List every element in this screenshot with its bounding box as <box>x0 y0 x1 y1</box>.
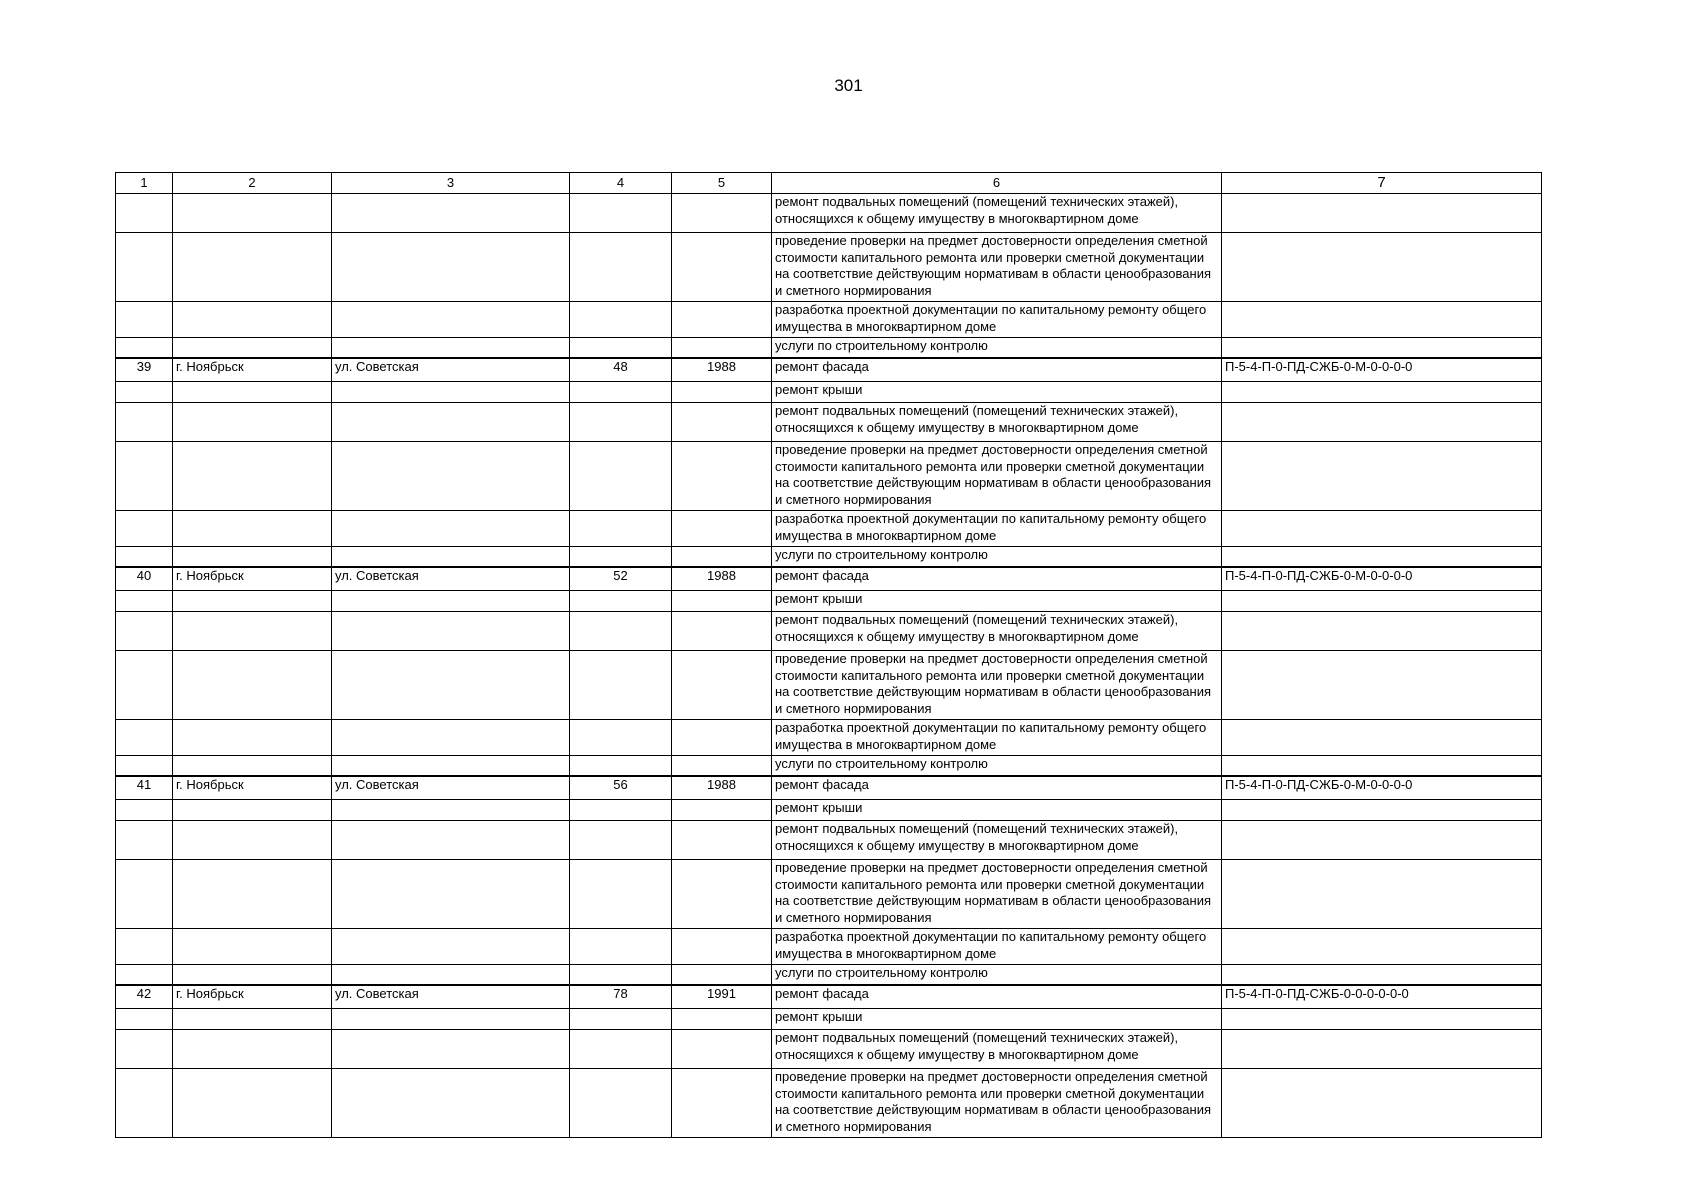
column-header: 2 <box>173 173 332 194</box>
column-header: 3 <box>332 173 570 194</box>
cell-col-3 <box>332 965 570 986</box>
cell-col-1 <box>116 302 173 338</box>
cell-col-2 <box>173 651 332 720</box>
cell-col-2 <box>173 302 332 338</box>
column-header: 5 <box>672 173 772 194</box>
cell-col-5 <box>672 756 772 777</box>
cell-col-1 <box>116 965 173 986</box>
cell-col-5 <box>672 860 772 929</box>
table-row <box>116 1009 1542 1030</box>
cell-col-3: ул. Советская <box>332 567 570 591</box>
cell-col-2 <box>173 1030 332 1069</box>
cell-col-3 <box>332 1030 570 1069</box>
cell-col-7 <box>1222 651 1542 720</box>
cell-col-3 <box>332 800 570 821</box>
cell-col-2: г. Ноябрьск <box>173 358 332 382</box>
cell-col-2 <box>173 720 332 756</box>
cell-col-2: г. Ноябрьск <box>173 985 332 1009</box>
table-row <box>116 985 1542 1009</box>
cell-col-6: проведение проверки на предмет достоверности определения сметной стоимости капитального ремонта или проверки сметной документации на соответствие действующим нормативам в области ценообразования и сметного нормирования <box>772 651 1222 720</box>
cell-col-6: ремонт подвальных помещений (помещений технических этажей), относящихся к общему имуществу в многоквартирном доме <box>772 612 1222 651</box>
cell-col-3: ул. Советская <box>332 985 570 1009</box>
cell-col-4 <box>570 929 672 965</box>
cell-col-3: ул. Советская <box>332 358 570 382</box>
table-row <box>116 567 1542 591</box>
cell-col-4 <box>570 511 672 547</box>
cell-col-1: 41 <box>116 776 173 800</box>
cell-col-3 <box>332 1009 570 1030</box>
cell-col-5 <box>672 821 772 860</box>
cell-col-6: проведение проверки на предмет достоверности определения сметной стоимости капитального ремонта или проверки сметной документации на соответствие действующим нормативам в области ценообразования и сметного нормирования <box>772 860 1222 929</box>
cell-col-4 <box>570 1069 672 1138</box>
table-row <box>116 1069 1542 1138</box>
cell-col-5 <box>672 194 772 233</box>
table-row <box>116 547 1542 568</box>
cell-col-5 <box>672 591 772 612</box>
cell-col-2 <box>173 442 332 511</box>
cell-col-2 <box>173 965 332 986</box>
column-header: 7 <box>1222 173 1542 194</box>
cell-col-3 <box>332 194 570 233</box>
cell-col-5 <box>672 511 772 547</box>
cell-col-7 <box>1222 591 1542 612</box>
table-row <box>116 860 1542 929</box>
cell-col-5 <box>672 442 772 511</box>
cell-col-6: ремонт фасада <box>772 567 1222 591</box>
cell-col-3 <box>332 338 570 359</box>
cell-col-6: услуги по строительному контролю <box>772 965 1222 986</box>
cell-col-1: 42 <box>116 985 173 1009</box>
cell-col-7 <box>1222 821 1542 860</box>
cell-col-6: ремонт фасада <box>772 776 1222 800</box>
cell-col-4 <box>570 720 672 756</box>
cell-col-6: ремонт подвальных помещений (помещений технических этажей), относящихся к общему имуществу в многоквартирном доме <box>772 403 1222 442</box>
cell-col-2 <box>173 860 332 929</box>
cell-col-4 <box>570 382 672 403</box>
cell-col-2 <box>173 403 332 442</box>
cell-col-5 <box>672 338 772 359</box>
cell-col-4 <box>570 860 672 929</box>
cell-col-4 <box>570 651 672 720</box>
cell-col-6: ремонт крыши <box>772 382 1222 403</box>
table-row <box>116 382 1542 403</box>
cell-col-7 <box>1222 1030 1542 1069</box>
cell-col-4 <box>570 194 672 233</box>
cell-col-1 <box>116 1069 173 1138</box>
cell-col-7 <box>1222 302 1542 338</box>
cell-col-7 <box>1222 1069 1542 1138</box>
cell-col-2 <box>173 821 332 860</box>
page-number: 301 <box>834 76 863 95</box>
cell-col-4 <box>570 1030 672 1069</box>
repair-table <box>115 172 1542 1138</box>
cell-col-6: разработка проектной документации по капитальному ремонту общего имущества в многоквартирном доме <box>772 929 1222 965</box>
cell-col-4 <box>570 302 672 338</box>
cell-col-7 <box>1222 929 1542 965</box>
cell-col-7: П-5-4-П-0-ПД-СЖБ-0-М-0-0-0-0 <box>1222 358 1542 382</box>
cell-col-7 <box>1222 612 1542 651</box>
table-row <box>116 821 1542 860</box>
cell-col-7 <box>1222 233 1542 302</box>
cell-col-3 <box>332 860 570 929</box>
cell-col-1 <box>116 800 173 821</box>
table-row <box>116 720 1542 756</box>
cell-col-6: услуги по строительному контролю <box>772 338 1222 359</box>
cell-col-6: ремонт подвальных помещений (помещений технических этажей), относящихся к общему имуществу в многоквартирном доме <box>772 821 1222 860</box>
cell-col-3 <box>332 382 570 403</box>
cell-col-1 <box>116 860 173 929</box>
cell-col-2 <box>173 756 332 777</box>
table-row <box>116 965 1542 986</box>
cell-col-3 <box>332 547 570 568</box>
cell-col-2 <box>173 547 332 568</box>
cell-col-1 <box>116 929 173 965</box>
cell-col-5 <box>672 233 772 302</box>
cell-col-1 <box>116 382 173 403</box>
cell-col-2: г. Ноябрьск <box>173 567 332 591</box>
cell-col-7 <box>1222 720 1542 756</box>
cell-col-4: 56 <box>570 776 672 800</box>
cell-col-6: ремонт крыши <box>772 800 1222 821</box>
cell-col-6: услуги по строительному контролю <box>772 547 1222 568</box>
cell-col-2 <box>173 511 332 547</box>
table-row <box>116 1030 1542 1069</box>
cell-col-4 <box>570 612 672 651</box>
cell-col-4 <box>570 547 672 568</box>
column-header: 6 <box>772 173 1222 194</box>
cell-col-4 <box>570 403 672 442</box>
cell-col-5: 1991 <box>672 985 772 1009</box>
cell-col-3 <box>332 821 570 860</box>
cell-col-4: 78 <box>570 985 672 1009</box>
cell-col-1 <box>116 591 173 612</box>
cell-col-1 <box>116 338 173 359</box>
cell-col-7 <box>1222 965 1542 986</box>
cell-col-2 <box>173 800 332 821</box>
cell-col-5: 1988 <box>672 567 772 591</box>
cell-col-1 <box>116 1009 173 1030</box>
table-row <box>116 929 1542 965</box>
cell-col-4: 48 <box>570 358 672 382</box>
cell-col-2 <box>173 233 332 302</box>
cell-col-6: ремонт подвальных помещений (помещений технических этажей), относящихся к общему имуществу в многоквартирном доме <box>772 194 1222 233</box>
cell-col-7 <box>1222 547 1542 568</box>
cell-col-1 <box>116 442 173 511</box>
cell-col-3 <box>332 302 570 338</box>
cell-col-1: 39 <box>116 358 173 382</box>
column-header: 1 <box>116 173 173 194</box>
cell-col-1 <box>116 1030 173 1069</box>
cell-col-4 <box>570 756 672 777</box>
cell-col-5: 1988 <box>672 776 772 800</box>
cell-col-2 <box>173 591 332 612</box>
cell-col-5: 1988 <box>672 358 772 382</box>
cell-col-6: разработка проектной документации по капитальному ремонту общего имущества в многоквартирном доме <box>772 511 1222 547</box>
cell-col-7 <box>1222 800 1542 821</box>
table-row <box>116 358 1542 382</box>
cell-col-7 <box>1222 194 1542 233</box>
cell-col-1 <box>116 194 173 233</box>
header-row <box>116 173 1542 194</box>
cell-col-7 <box>1222 860 1542 929</box>
table-row <box>116 800 1542 821</box>
cell-col-7 <box>1222 511 1542 547</box>
cell-col-2 <box>173 612 332 651</box>
cell-col-7 <box>1222 403 1542 442</box>
cell-col-2 <box>173 929 332 965</box>
cell-col-3 <box>332 756 570 777</box>
cell-col-4 <box>570 442 672 511</box>
cell-col-7: П-5-4-П-0-ПД-СЖБ-0-М-0-0-0-0 <box>1222 776 1542 800</box>
table-row <box>116 302 1542 338</box>
cell-col-6: ремонт крыши <box>772 591 1222 612</box>
cell-col-3 <box>332 511 570 547</box>
cell-col-1 <box>116 720 173 756</box>
cell-col-4 <box>570 800 672 821</box>
cell-col-5 <box>672 965 772 986</box>
cell-col-2 <box>173 382 332 403</box>
cell-col-6: ремонт фасада <box>772 985 1222 1009</box>
cell-col-5 <box>672 929 772 965</box>
cell-col-5 <box>672 651 772 720</box>
cell-col-5 <box>672 382 772 403</box>
cell-col-4 <box>570 338 672 359</box>
table-row <box>116 612 1542 651</box>
cell-col-2 <box>173 194 332 233</box>
cell-col-3 <box>332 929 570 965</box>
cell-col-3: ул. Советская <box>332 776 570 800</box>
cell-col-1 <box>116 651 173 720</box>
table-row <box>116 511 1542 547</box>
cell-col-4 <box>570 233 672 302</box>
cell-col-6: ремонт крыши <box>772 1009 1222 1030</box>
table-row <box>116 442 1542 511</box>
cell-col-2 <box>173 338 332 359</box>
cell-col-4: 52 <box>570 567 672 591</box>
cell-col-1 <box>116 821 173 860</box>
table-row <box>116 233 1542 302</box>
column-header: 4 <box>570 173 672 194</box>
cell-col-3 <box>332 442 570 511</box>
cell-col-3 <box>332 1069 570 1138</box>
cell-col-7: П-5-4-П-0-ПД-СЖБ-0-М-0-0-0-0 <box>1222 567 1542 591</box>
cell-col-1: 40 <box>116 567 173 591</box>
cell-col-2 <box>173 1009 332 1030</box>
cell-col-5 <box>672 1009 772 1030</box>
table-row <box>116 194 1542 233</box>
cell-col-2: г. Ноябрьск <box>173 776 332 800</box>
cell-col-7: П-5-4-П-0-ПД-СЖБ-0-0-0-0-0-0 <box>1222 985 1542 1009</box>
cell-col-1 <box>116 233 173 302</box>
cell-col-1 <box>116 403 173 442</box>
cell-col-3 <box>332 403 570 442</box>
table-row <box>116 338 1542 359</box>
cell-col-3 <box>332 233 570 302</box>
cell-col-6: разработка проектной документации по капитальному ремонту общего имущества в многоквартирном доме <box>772 302 1222 338</box>
cell-col-5 <box>672 547 772 568</box>
table-row <box>116 651 1542 720</box>
cell-col-6: ремонт фасада <box>772 358 1222 382</box>
cell-col-7 <box>1222 338 1542 359</box>
cell-col-4 <box>570 1009 672 1030</box>
cell-col-4 <box>570 591 672 612</box>
cell-col-5 <box>672 1069 772 1138</box>
cell-col-6: проведение проверки на предмет достоверности определения сметной стоимости капитального ремонта или проверки сметной документации на соответствие действующим нормативам в области ценообразования и сметного нормирования <box>772 442 1222 511</box>
cell-col-6: разработка проектной документации по капитальному ремонту общего имущества в многоквартирном доме <box>772 720 1222 756</box>
table-row <box>116 776 1542 800</box>
cell-col-3 <box>332 651 570 720</box>
cell-col-6: ремонт подвальных помещений (помещений технических этажей), относящихся к общему имуществу в многоквартирном доме <box>772 1030 1222 1069</box>
cell-col-1 <box>116 756 173 777</box>
cell-col-1 <box>116 612 173 651</box>
cell-col-6: услуги по строительному контролю <box>772 756 1222 777</box>
cell-col-7 <box>1222 1009 1542 1030</box>
cell-col-5 <box>672 302 772 338</box>
cell-col-3 <box>332 612 570 651</box>
cell-col-3 <box>332 720 570 756</box>
cell-col-7 <box>1222 382 1542 403</box>
cell-col-1 <box>116 511 173 547</box>
cell-col-4 <box>570 821 672 860</box>
cell-col-6: проведение проверки на предмет достоверности определения сметной стоимости капитального ремонта или проверки сметной документации на соответствие действующим нормативам в области ценообразования и сметного нормирования <box>772 1069 1222 1138</box>
cell-col-5 <box>672 612 772 651</box>
cell-col-5 <box>672 403 772 442</box>
cell-col-1 <box>116 547 173 568</box>
table-row <box>116 591 1542 612</box>
cell-col-5 <box>672 800 772 821</box>
cell-col-4 <box>570 965 672 986</box>
table-row <box>116 756 1542 777</box>
cell-col-2 <box>173 1069 332 1138</box>
cell-col-3 <box>332 591 570 612</box>
table-row <box>116 403 1542 442</box>
cell-col-6: проведение проверки на предмет достоверности определения сметной стоимости капитального ремонта или проверки сметной документации на соответствие действующим нормативам в области ценообразования и сметного нормирования <box>772 233 1222 302</box>
cell-col-5 <box>672 1030 772 1069</box>
cell-col-5 <box>672 720 772 756</box>
cell-col-7 <box>1222 756 1542 777</box>
cell-col-7 <box>1222 442 1542 511</box>
